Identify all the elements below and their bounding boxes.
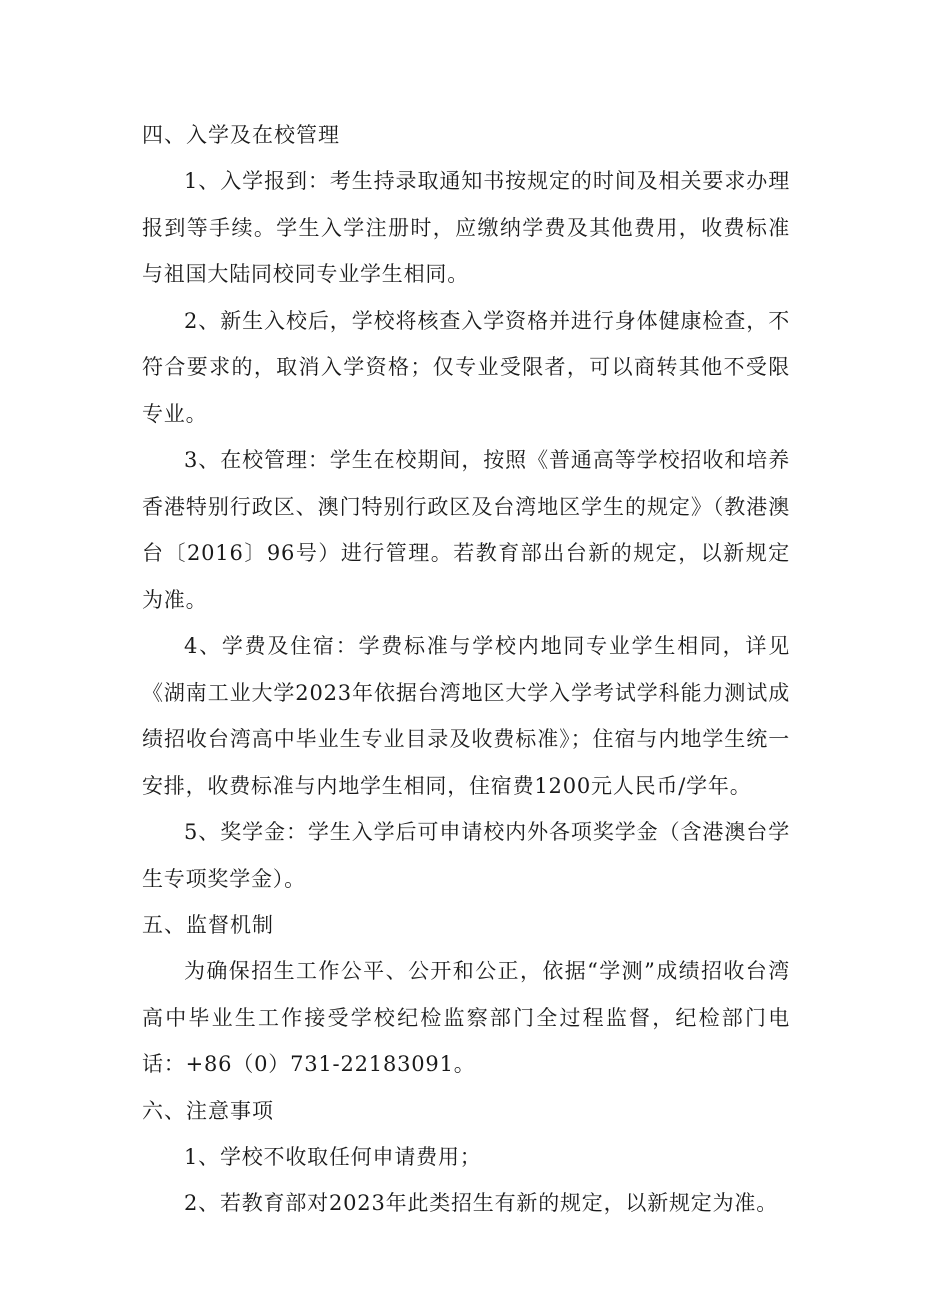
paragraph-tuition-housing: 4、学费及住宿：学费标准与学校内地同专业学生相同，详见《湖南工业大学2023年依据台湾地区大学入学考试学科能力测试成绩招收台湾高中毕业生专业目录及收费标准》；住宿与内地学生统一安排，收费标准与内地学生相同，住宿费1200元人民币/学年。 bbox=[142, 634, 790, 798]
paragraph-new-rules: 2、若教育部对2023年此类招生有新的规定，以新规定为准。 bbox=[184, 1191, 779, 1215]
section-enrollment-management bbox=[142, 112, 790, 902]
section-supervision bbox=[142, 902, 790, 1088]
paragraph-campus-management: 3、在校管理：学生在校期间，按照《普通高等学校招收和培养香港特别行政区、澳门特别行政区及台湾地区学生的规定》（教港澳台〔2016〕96号）进行管理。若教育部出台新的规定，以新规定为准。 bbox=[142, 448, 790, 612]
paragraph-no-fees: 1、学校不收取任何申请费用； bbox=[184, 1144, 482, 1169]
section-heading: 六、注意事项 bbox=[142, 1098, 274, 1123]
paragraph-supervision: 为确保招生工作公平、公开和公正，依据“学测”成绩招收台湾高中毕业生工作接受学校纪检监察部门全过程监督，纪检部门电话：+86（0）731-22183091。 bbox=[142, 959, 790, 1076]
paragraph-registration: 1、入学报到：考生持录取通知书按规定的时间及相关要求办理报到等手续。学生入学注册时，应缴纳学费及其他费用，收费标准与祖国大陆同校同专业学生相同。 bbox=[142, 169, 790, 286]
paragraph-scholarship: 5、奖学金：学生入学后可申请校内外各项奖学金（含港澳台学生专项奖学金）。 bbox=[142, 820, 790, 891]
section-notes bbox=[142, 1088, 790, 1227]
paragraph-eligibility-check: 2、新生入校后，学校将核查入学资格并进行身体健康检查，不符合要求的，取消入学资格；仅专业受限者，可以商转其他不受限专业。 bbox=[142, 308, 790, 426]
document-body bbox=[142, 112, 790, 1227]
section-heading: 五、监督机制 bbox=[142, 913, 274, 937]
section-heading: 四、入学及在校管理 bbox=[142, 123, 340, 147]
